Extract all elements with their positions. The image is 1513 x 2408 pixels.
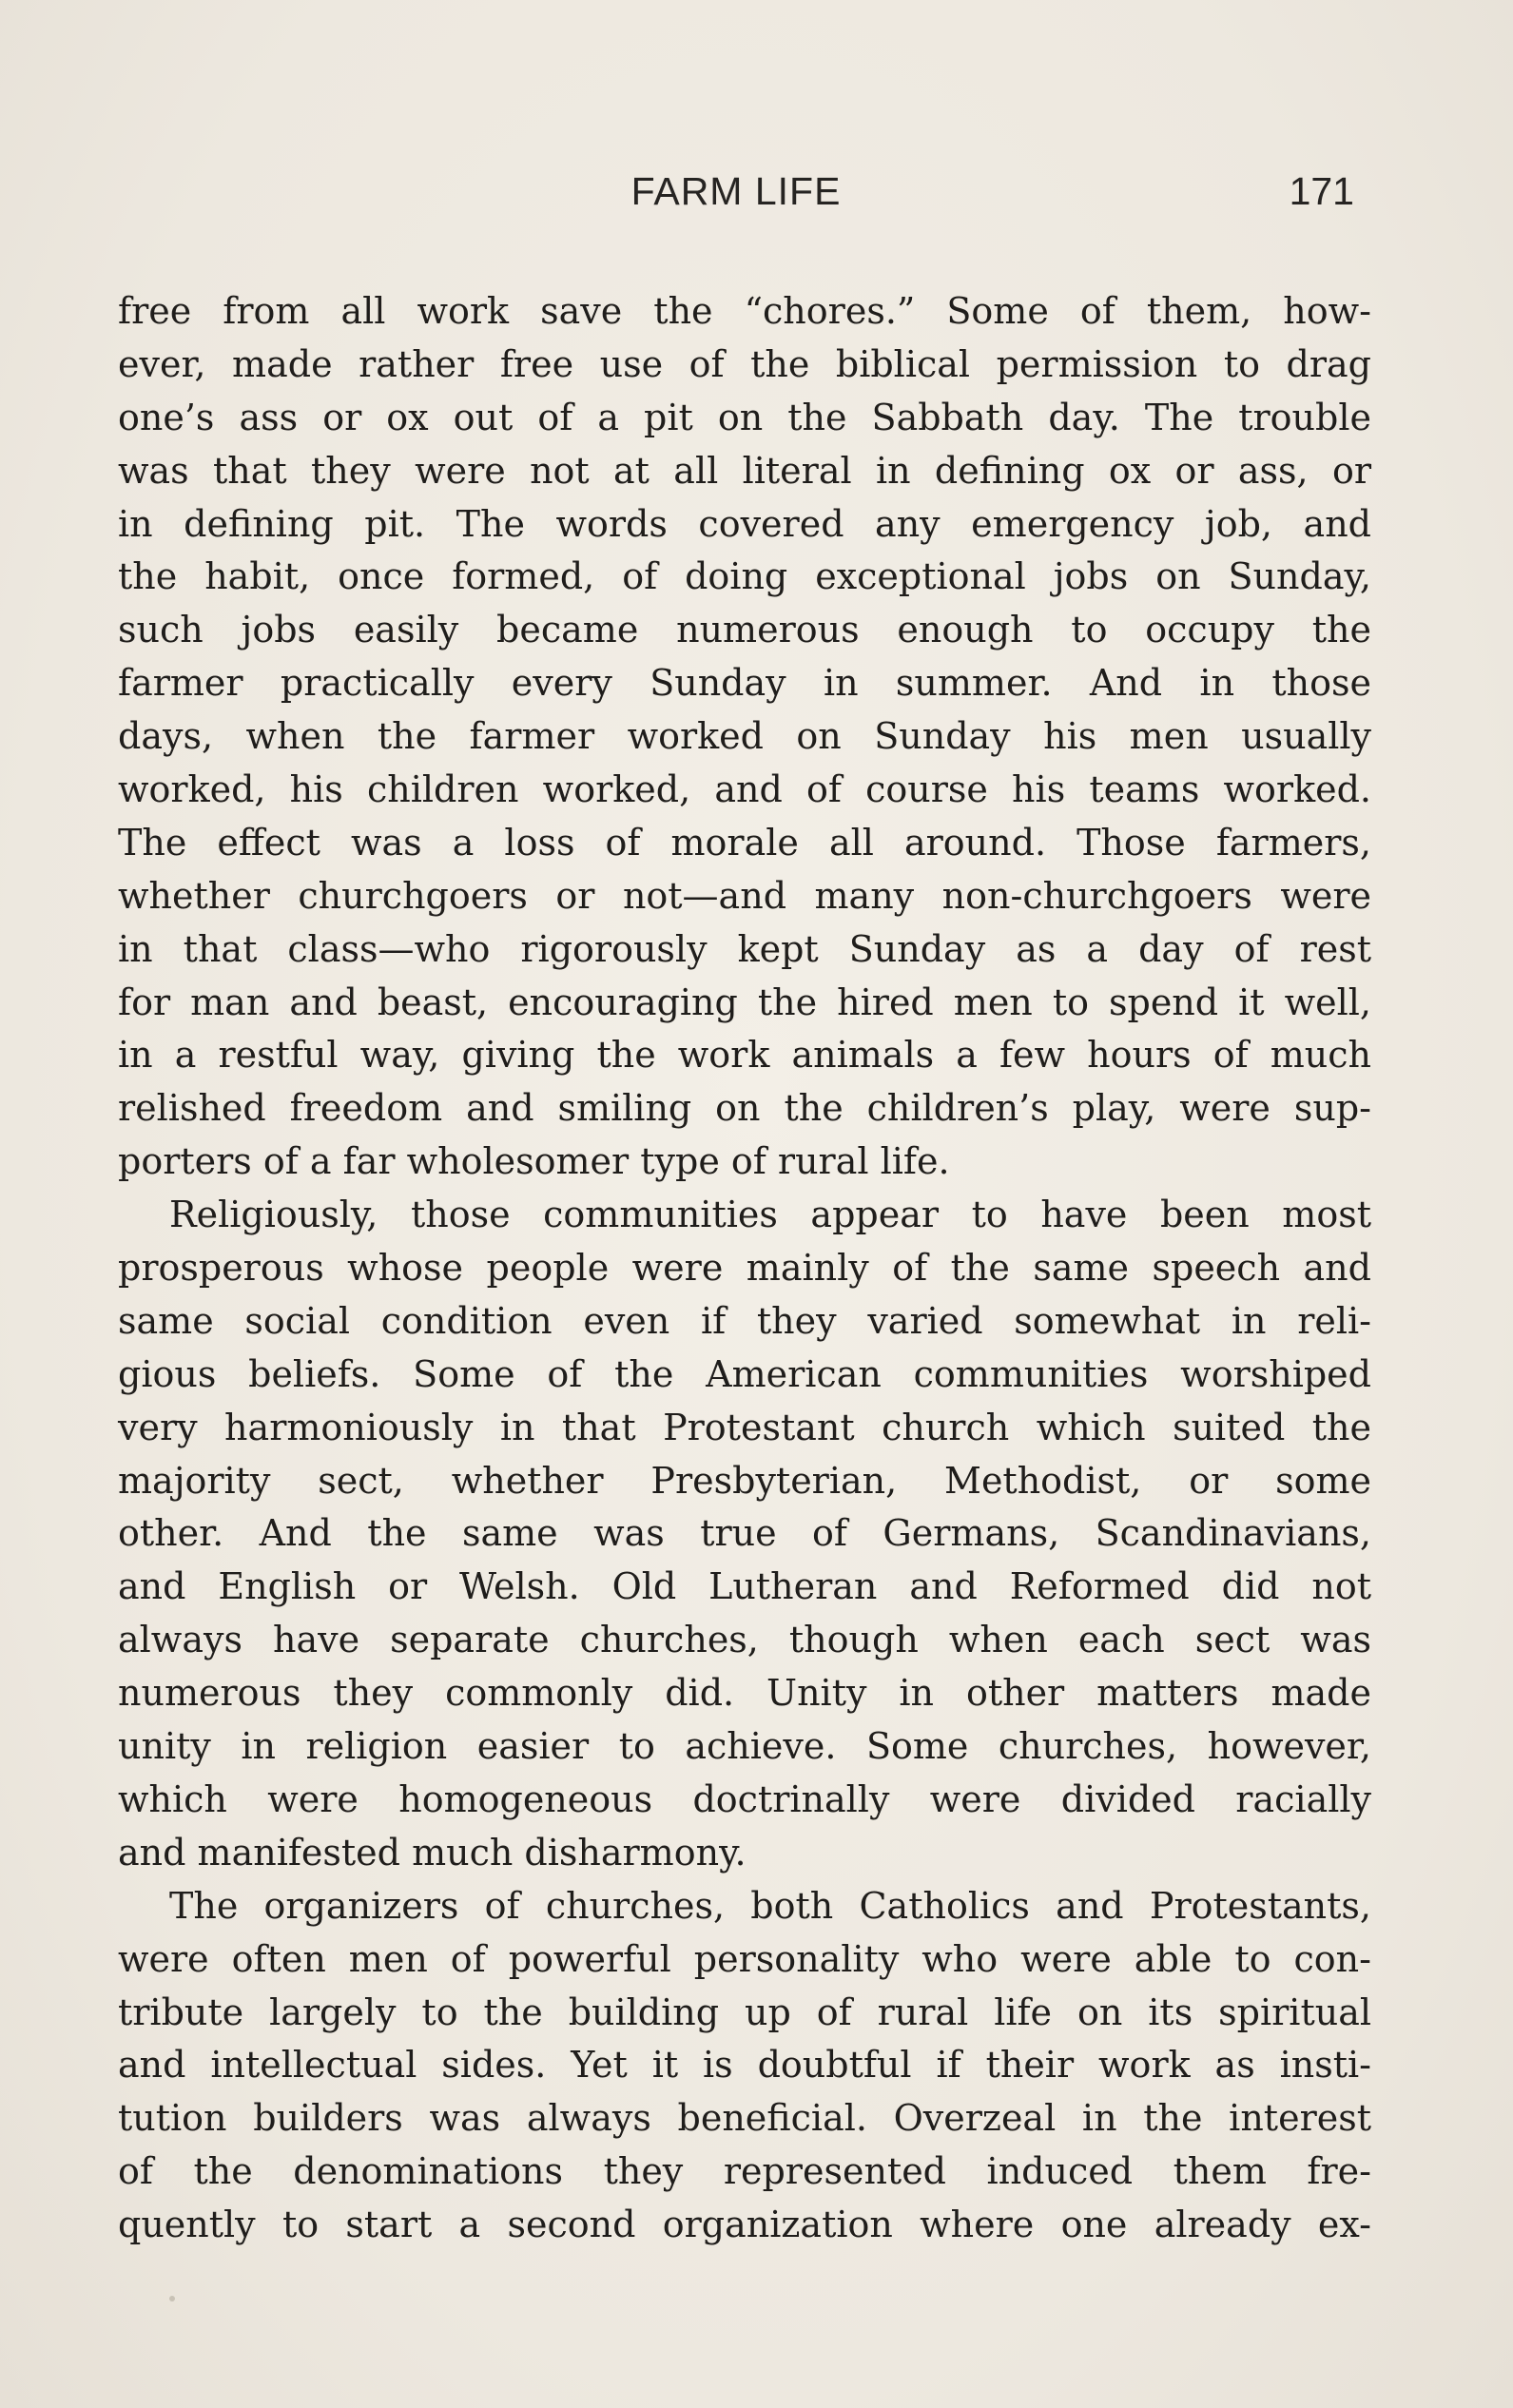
text-line: days, when the farmer worked on Sunday his men usually (118, 715, 1371, 758)
text-line: porters of a far wholesomer type of rural life. (118, 1140, 950, 1183)
text-line: tribute largely to the building up of rural life on its spiritual (118, 1990, 1371, 2033)
text-line: in defining pit. The words covered any emergency job, and (118, 502, 1371, 545)
text-line: was that they were not at all literal in defining ox or ass, or (118, 449, 1371, 492)
text-line: very harmoniously in that Protestant church which suited the (118, 1406, 1371, 1448)
text-line: one’s ass or ox out of a pit on the Sabbath day. The trouble (118, 396, 1371, 438)
body-text (118, 285, 1371, 2252)
text-line: such jobs easily became numerous enough to occupy the (118, 609, 1371, 651)
running-head (118, 167, 1354, 215)
text-line: were often men of powerful personality who were able to con- (118, 1937, 1371, 1980)
text-line: the habit, once formed, of doing exceptional jobs on Sunday, (118, 555, 1371, 598)
text-line: which were homogeneous doctrinally were divided racially (118, 1777, 1371, 1820)
text-line: always have separate churches, though when each sect was (118, 1619, 1371, 1661)
text-line: in that class—who rigorously kept Sunday as a day of rest (118, 927, 1371, 970)
text-line: Religiously, those communities appear to have been most (169, 1194, 1371, 1236)
text-line: same social condition even if they varied somewhat in reli- (118, 1299, 1371, 1342)
text-line: other. And the same was true of Germans, Scandinavians, (118, 1512, 1371, 1555)
text-line: numerous they commonly did. Unity in other matters made (118, 1672, 1371, 1715)
text-line: quently to start a second organization where one already ex- (118, 2204, 1371, 2246)
text-line: The organizers of churches, both Catholics and Protestants, (169, 1884, 1371, 1927)
text-line: whether churchgoers or not—and many non-churchgoers were (118, 874, 1371, 917)
paper-speck (169, 2296, 175, 2301)
text-line: unity in religion easier to achieve. Some churches, however, (118, 1725, 1371, 1768)
text-line: of the denominations they represented induced them fre- (118, 2150, 1371, 2193)
text-line: majority sect, whether Presbyterian, Methodist, or some (118, 1459, 1371, 1502)
text-line: in a restful way, giving the work animals a few hours of much (118, 1034, 1371, 1077)
text-line: tution builders was always beneficial. Overzeal in the interest (118, 2097, 1371, 2140)
text-line: and English or Welsh. Old Lutheran and Reformed did not (118, 1565, 1371, 1608)
page-number: 171 (1289, 169, 1354, 213)
text-line: and intellectual sides. Yet it is doubtful if their work as insti- (118, 2044, 1371, 2087)
text-line: farmer practically every Sunday in summer. And in those (118, 662, 1371, 705)
text-line: free from all work save the “chores.” Some of them, how- (118, 290, 1371, 332)
text-line: gious beliefs. Some of the American communities worshiped (118, 1352, 1371, 1395)
text-line: ever, made rather free use of the biblical permission to drag (118, 342, 1371, 385)
running-title: FARM LIFE (630, 169, 842, 213)
text-line: and manifested much disharmony. (118, 1831, 747, 1874)
text-line: worked, his children worked, and of course his teams worked. (118, 768, 1371, 811)
text-line: The effect was a loss of morale all around. Those farmers, (118, 821, 1371, 864)
text-line: relished freedom and smiling on the children’s play, were sup- (118, 1087, 1371, 1130)
text-line: for man and beast, encouraging the hired men to spend it well, (118, 981, 1371, 1023)
text-line: prosperous whose people were mainly of the same speech and (118, 1247, 1371, 1290)
